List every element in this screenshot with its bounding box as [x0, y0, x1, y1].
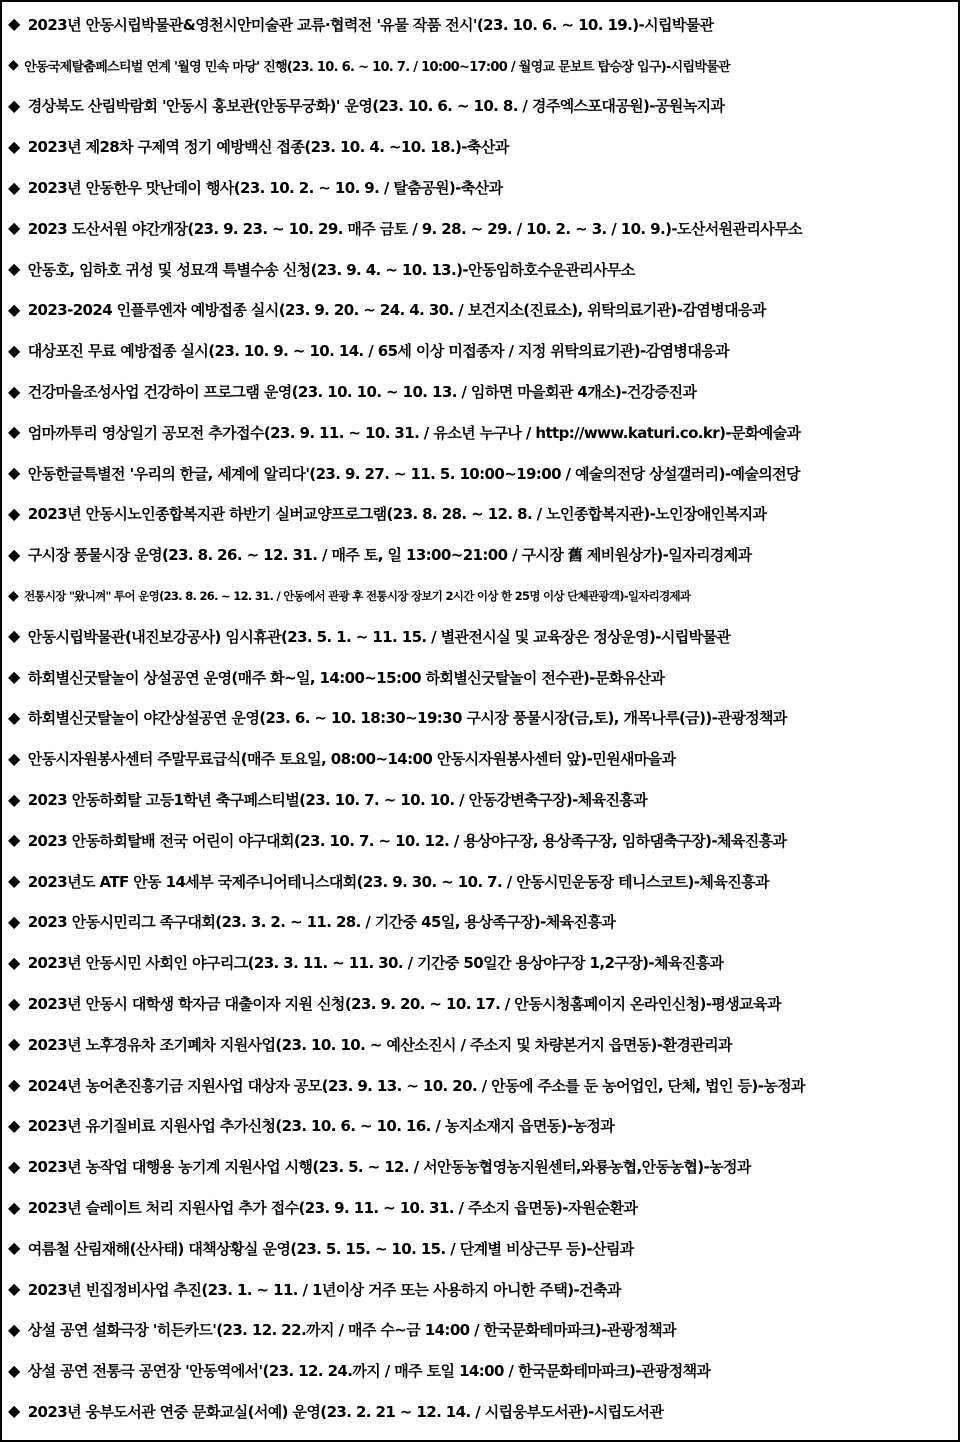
notice-text: 경상북도 산림박람회 '안동시 홍보관(안동무궁화)' 운영(23. 10. 6. ~ 10. 8. / 경주엑스포대공원)-공원녹지과	[27, 97, 725, 116]
diamond-bullet-icon: ◆	[8, 707, 20, 727]
list-item	[8, 1065, 958, 1106]
notice-text: 안동호, 임하호 귀성 및 성묘객 특별수송 신청(23. 9. 4. ~ 10. 13.)-안동임하호수운관리사무소	[27, 260, 635, 279]
notice-text: 2023 안동하회탈배 전국 어린이 야구대회(23. 10. 7. ~ 10. 12. / 용상야구장, 용상족구장, 임하댐축구장)-체육진흥과	[27, 831, 787, 850]
list-item	[8, 412, 958, 453]
list-item	[8, 4, 958, 45]
list-item	[8, 494, 958, 535]
list-item	[8, 657, 958, 698]
list-item	[8, 290, 958, 331]
notice-text: 건강마을조성사업 건강하이 프로그램 운영(23. 10. 10. ~ 10. 13. / 임하면 마을회관 4개소)-건강증진과	[27, 383, 697, 402]
list-item	[8, 738, 958, 779]
diamond-bullet-icon: ◆	[8, 1075, 20, 1095]
notice-text: 하회별신굿탈놀이 야간상설공연 운영(23. 6. ~ 10. 18:30~19:30 구시장 풍물시장(금,토), 개목나루(금))-관광정책과	[27, 709, 787, 728]
list-item	[8, 1024, 958, 1065]
notice-text: 안동시자원봉사센터 주말무료급식(매주 토요일, 08:00~14:00 안동시자원봉사센터 앞)-민원새마을과	[27, 750, 676, 769]
list-item	[8, 1350, 958, 1391]
diamond-bullet-icon: ◆	[8, 299, 20, 319]
diamond-bullet-icon: ◆	[8, 1401, 20, 1421]
notice-text: 여름철 산림재해(산사태) 대책상황실 운영(23. 5. 15. ~ 10. 15. / 단계별 비상근무 등)-산림과	[27, 1239, 634, 1258]
diamond-bullet-icon: ◆	[8, 136, 20, 156]
notice-text: 2023-2024 인플루엔자 예방접종 실시(23. 9. 20. ~ 24. 4. 30. / 보건지소(진료소), 위탁의료기관)-감염병대응과	[27, 301, 766, 320]
notice-text: 안동국제탈춤페스티벌 연계 '월영 민속 마당' 진행(23. 10. 6. ~ 10. 7. / 10:00~17:00 / 월영교 문보트 탑승장 입구)-시립박물관	[24, 59, 730, 75]
notice-text: 2023년 안동시노인종합복지관 하반기 실버교양프로그램(23. 8. 28. ~ 12. 8. / 노인종합복지관)-노인장애인복지과	[27, 505, 767, 524]
list-item	[8, 249, 958, 290]
diamond-bullet-icon: ◆	[8, 381, 20, 401]
notice-text: 2023년 안동시민 사회인 야구리그(23. 3. 11. ~ 11. 30. / 기간중 50일간 용상야구장 1,2구장)-체육진흥과	[27, 954, 724, 973]
notice-text: 2023년 슬레이트 처리 지원사업 추가 접수(23. 9. 11. ~ 10. 31. / 주소지 읍면동)-자원순환과	[27, 1199, 638, 1217]
diamond-bullet-icon: ◆	[8, 14, 20, 34]
list-item	[8, 779, 958, 820]
list-item	[8, 1269, 958, 1310]
notice-text: 상설 공연 전통극 공연장 '안동역에서'(23. 12. 24.까지 / 매주 토일 14:00 / 한국문화테마파크)-관광정책과	[27, 1362, 711, 1381]
list-item	[8, 820, 958, 861]
list-item	[8, 1310, 958, 1351]
diamond-bullet-icon: ◆	[8, 503, 20, 523]
diamond-bullet-icon: ◆	[8, 1197, 20, 1217]
notice-text: 2023년 웅부도서관 연중 문화교실(서예) 운영(23. 2. 21 ~ 12. 14. / 시립웅부도서관)-시립도서관	[27, 1402, 664, 1421]
list-item	[8, 942, 958, 983]
diamond-bullet-icon: ◆	[8, 911, 20, 931]
notice-text: 2023년 제28차 구제역 정기 예방백신 접종(23. 10. 4. ~10. 18.)-축산과	[27, 138, 509, 157]
list-item	[8, 45, 958, 86]
diamond-bullet-icon: ◆	[8, 789, 20, 809]
list-item	[8, 1228, 958, 1269]
notice-text: 2023년 안동시 대학생 학자금 대출이자 지원 신청(23. 9. 20. ~ 10. 17. / 안동시청홈페이지 온라인신청)-평생교육과	[27, 995, 781, 1014]
list-item	[8, 126, 958, 167]
diamond-bullet-icon: ◆	[8, 748, 20, 768]
list-item	[8, 1106, 958, 1147]
notice-text: 하회별신굿탈놀이 상설공연 운영(매주 화~일, 14:00~15:00 하회별신굿탈놀이 전수관)-문화유산과	[27, 668, 665, 687]
notice-text: 2023년 안동시립박물관&영천시안미술관 교류·협력전 '유물 작품 전시'(23. 10. 6. ~ 10. 19.)-시립박물관	[27, 15, 714, 34]
diamond-bullet-icon: ◆	[8, 218, 20, 238]
diamond-bullet-icon: ◆	[8, 830, 20, 850]
list-item	[8, 698, 958, 739]
list-item	[8, 208, 958, 249]
list-item	[8, 575, 958, 616]
notice-text: 안동한글특별전 '우리의 한글, 세계에 알리다'(23. 9. 27. ~ 11. 5. 10:00~19:00 / 예술의전당 상설갤러리)-예술의전당	[27, 464, 800, 483]
diamond-bullet-icon: ◆	[8, 177, 20, 197]
notice-text: 2023 도산서원 야간개장(23. 9. 23. ~ 10. 29. 매주 금토 / 9. 28. ~ 29. / 10. 2. ~ 3. / 10. 9.)-도산서원관리사무소	[27, 219, 802, 238]
list-item	[8, 902, 958, 943]
diamond-bullet-icon: ◆	[8, 422, 20, 442]
diamond-bullet-icon: ◆	[8, 1279, 20, 1299]
list-item	[8, 534, 958, 575]
notice-text: 2023년도 ATF 안동 14세부 국제주니어테니스대회(23. 9. 30. ~ 10. 7. / 안동시민운동장 테니스코트)-체육진흥과	[27, 872, 769, 891]
list-item	[8, 453, 958, 494]
notice-text: 전통시장 "왔니껴" 투어 운영(23. 8. 26. ~ 12. 31. / 안동에서 관광 후 전통시장 장보기 2시간 이상 한 25명 이상 단체관광객)-일자리경제과	[24, 588, 691, 603]
diamond-bullet-icon: ◆	[8, 259, 20, 279]
notice-text: 2023년 노후경유차 조기폐차 지원사업(23. 10. 10. ~ 예산소진시 / 주소지 및 차량본거지 읍면동)-환경관리과	[27, 1035, 732, 1054]
list-item	[8, 616, 958, 657]
diamond-bullet-icon: ◆	[8, 463, 20, 483]
notice-text: 2023 안동시민리그 족구대회(23. 3. 2. ~ 11. 28. / 기간중 45일, 용상족구장)-체육진흥과	[27, 913, 616, 932]
notice-text: 2023년 유기질비료 지원사업 추가신청(23. 10. 6. ~ 10. 16. / 농지소재지 읍면동)-농정과	[27, 1117, 615, 1136]
list-item	[8, 371, 958, 412]
diamond-bullet-icon: ◆	[8, 57, 19, 74]
notice-text: 엄마까투리 영상일기 공모전 추가접수(23. 9. 11. ~ 10. 31. / 유소년 누구나 / http://www.katuri.co.kr)-문화예술과	[27, 423, 801, 442]
list-item	[8, 861, 958, 902]
notice-text: 2023년 농작업 대행용 농기계 지원사업 시행(23. 5. ~ 12. / 서안동농협영농지원센터,와룡농협,안동농협)-농정과	[27, 1158, 751, 1177]
notice-text: 2024년 농어촌진흥기금 지원사업 대상자 공모(23. 9. 13. ~ 10. 20. / 안동에 주소를 둔 농어업인, 단체, 법인 등)-농정과	[27, 1076, 805, 1095]
diamond-bullet-icon: ◆	[8, 544, 20, 564]
notice-text: 2023 안동하회탈 고등1학년 축구페스티벌(23. 10. 7. ~ 10. 10. / 안동강변축구장)-체육진흥과	[27, 791, 648, 810]
notice-text: 2023년 안동한우 맛난데이 행사(23. 10. 2. ~ 10. 9. / 탈춤공원)-축산과	[27, 179, 503, 198]
diamond-bullet-icon: ◆	[8, 871, 20, 891]
diamond-bullet-icon: ◆	[8, 95, 20, 115]
notice-text: 안동시립박물관(내진보강공사) 임시휴관(23. 5. 1. ~ 11. 15. / 별관전시실 및 교육장은 정상운영)-시립박물관	[27, 627, 731, 646]
list-item	[8, 1187, 958, 1228]
diamond-bullet-icon: ◆	[8, 1034, 20, 1054]
notice-text: 상설 공연 설화극장 '히든카드'(23. 12. 22.까지 / 매주 수~금 14:00 / 한국문화테마파크)-관광정책과	[27, 1321, 677, 1340]
diamond-bullet-icon: ◆	[8, 993, 20, 1013]
diamond-bullet-icon: ◆	[8, 667, 20, 687]
list-item	[8, 1146, 958, 1187]
diamond-bullet-icon: ◆	[8, 587, 19, 604]
diamond-bullet-icon: ◆	[8, 1115, 20, 1135]
diamond-bullet-icon: ◆	[8, 1360, 20, 1380]
diamond-bullet-icon: ◆	[8, 1319, 20, 1339]
list-item	[8, 167, 958, 208]
diamond-bullet-icon: ◆	[8, 1156, 20, 1176]
notice-list	[2, 2, 958, 1432]
diamond-bullet-icon: ◆	[8, 340, 20, 360]
notice-text: 구시장 풍물시장 운영(23. 8. 26. ~ 12. 31. / 매주 토, 일 13:00~21:00 / 구시장 舊 제비원상가)-일자리경제과	[27, 546, 752, 565]
diamond-bullet-icon: ◆	[8, 626, 20, 646]
list-item	[8, 1391, 958, 1432]
notice-text: 2023년 빈집정비사업 추진(23. 1. ~ 11. / 1년이상 거주 또는 사용하지 아니한 주택)-건축과	[27, 1280, 621, 1299]
diamond-bullet-icon: ◆	[8, 952, 20, 972]
diamond-bullet-icon: ◆	[8, 1238, 20, 1258]
list-item	[8, 330, 958, 371]
list-item	[8, 86, 958, 127]
list-item	[8, 983, 958, 1024]
notice-text: 대상포진 무료 예방접종 실시(23. 10. 9. ~ 10. 14. / 65세 이상 미접종자 / 지정 위탁의료기관)-감염병대응과	[27, 342, 729, 361]
